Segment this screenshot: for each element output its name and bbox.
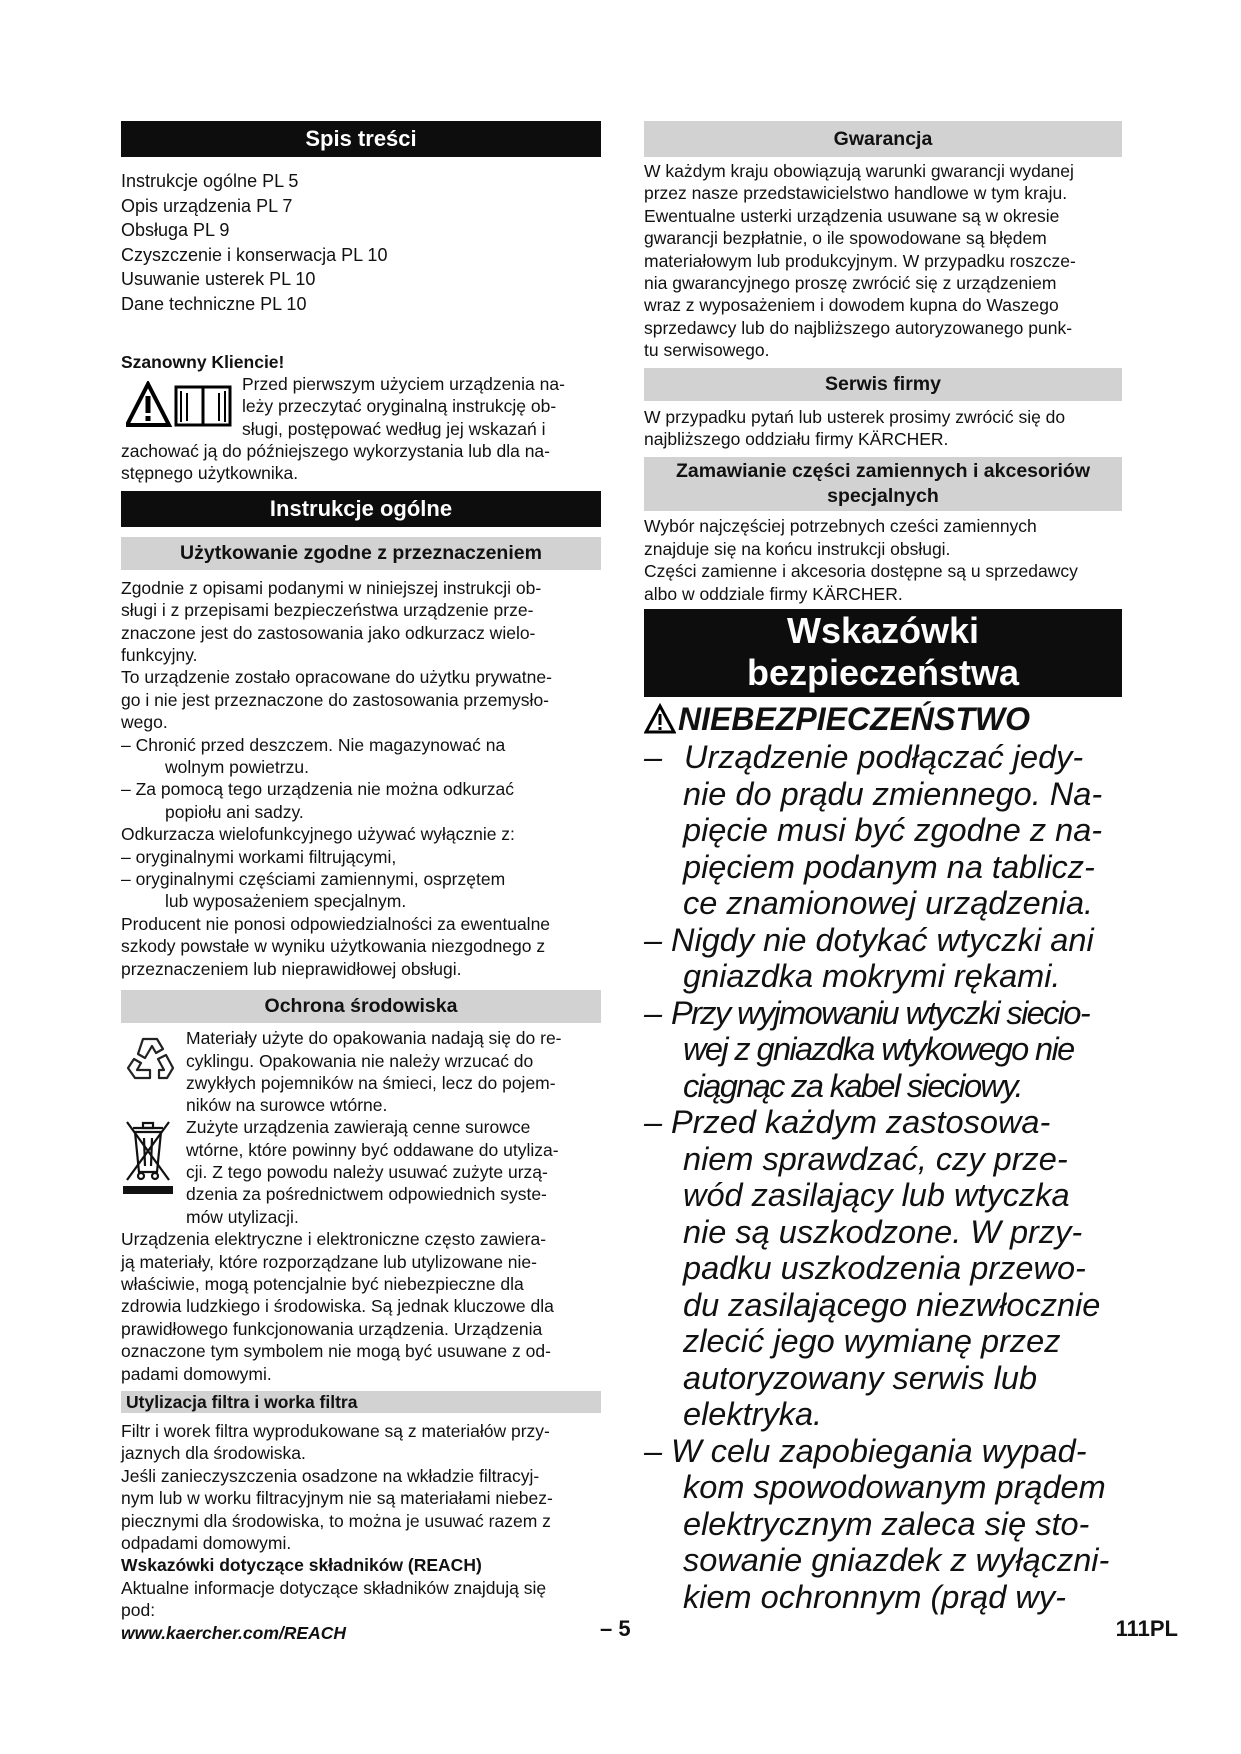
electro-text: Urządzenia elektryczne i elektroniczne często zawiera- ją materiały, które rozporządzane lub utylizowane nie- właściwie, mogą potencjalnie być niebezpieczne dla zdrowia ludzkiego i środowiska. Są jednak kluczowe dla prawidłowego funkcjonowania urządzenia. Urządzenia oznaczone tym symbolem nie mogą być usuwane z od- padami domowymi.	[121, 1229, 554, 1384]
warranty-text: W każdym kraju obowiązują warunki gwarancji wydanej przez nasze przedstawicielstwo handlowe w tym kraju. Ewentualne usterki urządzenia usuwane są w okresie gwarancji bezpłatnie, o ile spowodowane są błędem materiałowym lub produkcyjnym. W przypadku roszcze- nia gwarancyjnego proszę zwrócić się z urządzeniem wraz z wyposażeniem i dowodem kupna do Waszego sprzedawcy lub do najbliższego autoryzowanego punk- tu serwisowego.	[644, 161, 1076, 361]
safety-item: – W celu zapobiegania wypad- kom spowodowanym prądem elektrycznym zaleca się sto- sowanie gniazdek z wyłączni- kiem ochronnym (prąd wy-	[644, 1432, 1110, 1615]
safety-item: – Przy wyjmowaniu wtyczki siecio- wej z gniazdka wtykowego nie ciągnąc za kabel sieciowy.	[644, 994, 1090, 1104]
danger-label-row	[644, 700, 1122, 738]
greeting-line: sługi, postępować według jej wskazań i	[242, 418, 546, 439]
greeting-line: Przed pierwszym użyciem urządzenia na-	[242, 373, 565, 394]
crossed-bin-icon	[123, 1118, 173, 1194]
toc-item: Instrukcje ogólne PL 5	[121, 171, 299, 191]
usage-bullet: – oryginalnymi częściami zamiennymi, osprzętem lub wyposażeniem specjalnym.	[121, 869, 506, 912]
recycle-icon	[123, 1031, 177, 1085]
greeting-title: Szanowny Kliencie!	[121, 351, 285, 372]
toc-heading: Spis treści	[121, 121, 601, 157]
warranty-heading: Gwarancja	[644, 121, 1122, 157]
safety-item: – Przed każdym zastosowa- niem sprawdzać, czy prze- wód zasilający lub wtyczka nie są uszkodzone. W przy- padku uszkodzenia przewo- du zasilającego niezwłocznie zlecić jego wymianę przez autoryzowany serwis lub elektryka.	[644, 1104, 1101, 1433]
filter-heading: Utylizacja filtra i worka filtra	[121, 1391, 601, 1413]
toc-item: Usuwanie usterek PL 10	[121, 269, 316, 290]
greeting-line: zachować ją do późniejszego wykorzystania lub dla na-	[121, 440, 550, 461]
toc-item: Dane techniczne PL 10	[121, 293, 307, 314]
toc-list	[121, 169, 601, 317]
left-column	[121, 121, 601, 1644]
reach-url-link[interactable]: www.kaercher.com/REACH	[121, 1622, 346, 1643]
usage-bullet: – Za pomocą tego urządzenia nie można odkurzać popiołu ani sadzy.	[121, 779, 515, 822]
general-heading: Instrukcje ogólne	[121, 491, 601, 527]
page-code: 111PL	[1115, 1616, 1178, 1641]
safety-item: – Urządzenie podłączać jedy- nie do prądu zmiennego. Na- pięcie musi być zgodne z na- pięciem podanym na tablicz- ce znamionowej urządzenia.	[644, 739, 1103, 922]
reach-title: Wskazówki dotyczące składników (REACH)	[121, 1555, 482, 1576]
greeting-intro	[121, 373, 601, 440]
filter-text: Filtr i worek filtra wyprodukowane są z materiałów przy- jaznych dla środowiska. Jeśli zanieczyszczenia osadzone na wkładzie filtracyj- nym lub w worku filtracyjnym nie są materiałami niebez- piecznymi dla środowiska, to można je usuwać razem z odpadami domowymi.	[121, 1420, 553, 1553]
recycle-block: Materiały użyte do opakowania nadają się do re- cyklingu. Opakowania nie należy wrzucać do zwykłych pojemników na śmieci, lecz do pojem- ników na surowce wtórne.	[121, 1027, 601, 1116]
environment-heading: Ochrona środowiska	[121, 990, 601, 1023]
warning-read-manual-icons	[126, 381, 236, 431]
toc-item: Opis urządzenia PL 7	[121, 195, 293, 216]
service-heading: Serwis firmy	[644, 368, 1122, 401]
parts-heading: Zamawianie części zamiennych i akcesoriów specjalnych	[644, 457, 1122, 511]
usage-bullet: – Chronić przed deszczem. Nie magazynować na wolnym powietrzu.	[121, 734, 506, 778]
page-number: – 5	[600, 1616, 631, 1641]
greeting-line: leży przeczytać oryginalną instrukcję ob-	[242, 396, 557, 417]
usage-heading: Użytkowanie zgodne z przeznaczeniem	[121, 537, 601, 570]
parts-text: Wybór najczęściej potrzebnych cześci zamiennych znajduje się na końcu instrukcji obsługi. Części zamienne i akcesoria dostępne są u sprzedawcy albo w oddziale firmy KÄRCHER.	[644, 516, 1078, 604]
toc-item: Obsługa PL 9	[121, 220, 230, 241]
safety-item: – Nigdy nie dotykać wtyczki ani gniazdka mokrymi rękami.	[644, 921, 1094, 995]
greeting-line: stępnego użytkownika.	[121, 463, 299, 484]
reach-line: pod:	[121, 1600, 156, 1621]
service-text: W przypadku pytań lub usterek prosimy zwrócić się do najbliższego oddziału firmy KÄRCHER.	[644, 406, 1066, 450]
right-column	[644, 121, 1122, 1615]
usage-bullet: – oryginalnymi workami filtrującymi,	[121, 846, 397, 867]
warning-triangle-icon	[127, 384, 169, 425]
safety-heading: Wskazówki bezpieczeństwa	[644, 609, 1122, 697]
danger-triangle-icon	[644, 703, 676, 735]
usage-text: Zgodnie z opisami podanymi w niniejszej instrukcji ob- sługi i z przepisami bezpieczeństwa urządzenie prze- znaczone jest do zastosowania jako odkurzacz wielo- funkcyjny. To urządzenie zostało opracowane do użytku prywatne- go i nie jest przeznaczone do zastosowania przemysło- wego. – Chronić przed deszczem. Nie magazynować na wolnym powietrzu. – Za pomocą tego urządzenia nie można odkurzać popiołu ani sadzy. Odkurzacza wielofunkcyjnego używać wyłącznie z: – oryginalnymi workami filtrującymi, – oryginalnymi częściami zamiennymi, osprzętem lub wyposażeniem specjalnym. Producent nie ponosi odpowiedzialności za ewentualne szkody powstałe w wyniku użytkowania niezgodnego z przeznaczeniem lub nieprawidłowej obsługi.	[121, 577, 601, 980]
reach-line: Aktualne informacje dotyczące składników znajdują się	[121, 1577, 547, 1598]
manual-book-icon	[176, 387, 230, 425]
toc-item: Czyszczenie i konserwacja PL 10	[121, 244, 388, 265]
weee-block: Zużyte urządzenia zawierają cenne surowce wtórne, które powinny być oddawane do utyliza- cji. Z tego powodu należy usuwać zużyte urzą- dzenia za pośrednictwem odpowiednich syste- mów utylizacji.	[121, 1116, 601, 1228]
danger-label: NIEBEZPIECZEŃSTWO	[678, 700, 1031, 737]
